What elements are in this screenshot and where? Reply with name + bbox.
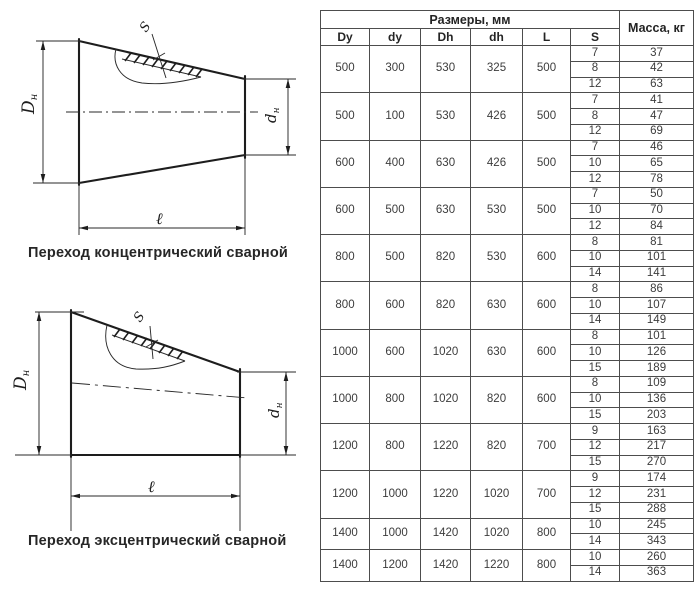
cell-mass: 174 (620, 471, 694, 487)
cell-mass: 47 (620, 109, 694, 125)
cell-mass: 231 (620, 487, 694, 503)
cell-Dh: 1420 (421, 550, 471, 582)
cell-S: 8 (571, 109, 620, 125)
table-row (321, 140, 694, 156)
cell-mass: 141 (620, 266, 694, 282)
big-diameter-label: Dн (11, 369, 32, 390)
cell-S: 9 (571, 471, 620, 487)
cell-mass: 109 (620, 376, 694, 392)
cell-S: 8 (571, 329, 620, 345)
cell-Dy: 600 (321, 187, 370, 234)
cell-S: 10 (571, 345, 620, 361)
cell-mass: 70 (620, 203, 694, 219)
concentric-reducer-drawing (0, 0, 315, 248)
cell-S: 12 (571, 77, 620, 93)
dimensions-table (320, 10, 694, 582)
cell-S: 15 (571, 361, 620, 377)
cell-dh: 426 (471, 93, 523, 140)
cell-mass: 270 (620, 455, 694, 471)
cell-Dy: 600 (321, 140, 370, 187)
table-row (321, 518, 694, 534)
cell-Dy: 1200 (321, 424, 370, 471)
cell-mass: 203 (620, 408, 694, 424)
cell-Dh: 820 (421, 282, 471, 329)
cell-S: 10 (571, 518, 620, 534)
length-label: ℓ (156, 209, 163, 228)
cell-mass: 78 (620, 172, 694, 188)
cell-S: 8 (571, 282, 620, 298)
table-header-mass: Масса, кг (620, 11, 694, 46)
cell-S: 15 (571, 408, 620, 424)
cell-S: 15 (571, 502, 620, 518)
cell-mass: 245 (620, 518, 694, 534)
cell-Dh: 820 (421, 235, 471, 282)
cell-L: 500 (523, 46, 571, 93)
cell-dh: 530 (471, 187, 523, 234)
cell-mass: 101 (620, 250, 694, 266)
cell-Dh: 1020 (421, 376, 471, 423)
table-row (321, 235, 694, 251)
cell-mass: 63 (620, 77, 694, 93)
weld-section-cutout (106, 309, 185, 369)
cell-S: 12 (571, 219, 620, 235)
cell-dh: 1020 (471, 471, 523, 518)
col-header-Dy: Dy (321, 29, 370, 46)
cell-dy: 600 (370, 329, 421, 376)
cell-S: 14 (571, 565, 620, 581)
cell-S: 12 (571, 124, 620, 140)
cell-S: 7 (571, 93, 620, 109)
cell-S: 14 (571, 534, 620, 550)
cell-S: 9 (571, 424, 620, 440)
table-row (321, 424, 694, 440)
cell-S: 10 (571, 250, 620, 266)
cell-mass: 50 (620, 187, 694, 203)
cell-Dy: 500 (321, 46, 370, 93)
cell-Dy: 1400 (321, 550, 370, 582)
cell-mass: 107 (620, 298, 694, 314)
cell-L: 800 (523, 518, 571, 550)
reducer-outline (15, 310, 296, 457)
cell-Dy: 800 (321, 282, 370, 329)
cell-mass: 217 (620, 439, 694, 455)
cell-dy: 600 (370, 282, 421, 329)
concentric-caption: Переход концентрический сварной (28, 245, 289, 261)
cell-mass: 189 (620, 361, 694, 377)
cell-S: 14 (571, 313, 620, 329)
dimension-length (71, 457, 240, 531)
cell-dy: 1200 (370, 550, 421, 582)
cell-S: 10 (571, 156, 620, 172)
cell-mass: 149 (620, 313, 694, 329)
cell-mass: 84 (620, 219, 694, 235)
cell-S: 14 (571, 266, 620, 282)
cell-Dy: 1400 (321, 518, 370, 550)
cell-dy: 400 (370, 140, 421, 187)
cell-S: 10 (571, 203, 620, 219)
cell-dh: 630 (471, 329, 523, 376)
table-row (321, 550, 694, 566)
cell-mass: 136 (620, 392, 694, 408)
col-header-dy: dy (370, 29, 421, 46)
cell-dh: 820 (471, 424, 523, 471)
thickness-label: S (136, 19, 155, 36)
cell-S: 8 (571, 376, 620, 392)
cell-L: 500 (523, 140, 571, 187)
cell-mass: 46 (620, 140, 694, 156)
cell-dy: 1000 (370, 471, 421, 518)
cell-L: 700 (523, 471, 571, 518)
col-header-dh: dh (471, 29, 523, 46)
cell-mass: 65 (620, 156, 694, 172)
cell-Dh: 530 (421, 46, 471, 93)
cell-Dh: 1420 (421, 518, 471, 550)
table-header-dimensions: Размеры, мм (321, 11, 620, 29)
small-diameter-label: $d_н$ (262, 107, 282, 123)
col-header-Dh: Dh (421, 29, 471, 46)
table-row (321, 329, 694, 345)
cell-mass: 343 (620, 534, 694, 550)
cell-mass: 163 (620, 424, 694, 440)
cell-mass: 41 (620, 93, 694, 109)
cell-Dy: 1000 (321, 376, 370, 423)
table-row (321, 93, 694, 109)
thickness-label: S (130, 309, 149, 326)
table-row (321, 471, 694, 487)
cell-L: 700 (523, 424, 571, 471)
cell-mass: 126 (620, 345, 694, 361)
cell-dh: 325 (471, 46, 523, 93)
cell-dy: 300 (370, 46, 421, 93)
cell-dh: 820 (471, 376, 523, 423)
cell-Dh: 1020 (421, 329, 471, 376)
cell-Dy: 800 (321, 235, 370, 282)
cell-mass: 86 (620, 282, 694, 298)
cell-mass: 101 (620, 329, 694, 345)
cell-dy: 100 (370, 93, 421, 140)
concentric-reducer-svg (0, 0, 315, 248)
eccentric-reducer-svg (0, 295, 315, 545)
cell-S: 7 (571, 46, 620, 62)
table-body (321, 46, 694, 582)
dimensions-table-wrap (320, 10, 694, 582)
cell-dh: 1220 (471, 550, 523, 582)
col-header-S: S (571, 29, 620, 46)
cell-dy: 500 (370, 235, 421, 282)
cell-dy: 1000 (370, 518, 421, 550)
eccentric-reducer-drawing (0, 295, 315, 545)
cell-S: 7 (571, 187, 620, 203)
cell-dy: 800 (370, 424, 421, 471)
cell-S: 8 (571, 61, 620, 77)
cell-S: 12 (571, 439, 620, 455)
cell-L: 600 (523, 235, 571, 282)
table-row (321, 282, 694, 298)
cell-dh: 426 (471, 140, 523, 187)
cell-L: 800 (523, 550, 571, 582)
cell-mass: 42 (620, 61, 694, 77)
cell-dh: 1020 (471, 518, 523, 550)
cell-S: 8 (571, 235, 620, 251)
dimension-small-diameter (242, 79, 296, 155)
cell-Dy: 1200 (321, 471, 370, 518)
table-row (321, 46, 694, 62)
length-label: ℓ (148, 477, 155, 496)
cell-L: 600 (523, 376, 571, 423)
cell-S: 10 (571, 550, 620, 566)
cell-Dh: 1220 (421, 424, 471, 471)
table-row (321, 187, 694, 203)
eccentric-caption: Переход эксцентрический сварной (28, 533, 287, 549)
cell-mass: 81 (620, 235, 694, 251)
col-header-L: L (523, 29, 571, 46)
cell-S: 12 (571, 172, 620, 188)
cell-S: 10 (571, 298, 620, 314)
dimension-small-diameter (237, 372, 296, 455)
cell-dh: 530 (471, 235, 523, 282)
table-row (321, 376, 694, 392)
cell-mass: 37 (620, 46, 694, 62)
cell-mass: 260 (620, 550, 694, 566)
cell-Dy: 500 (321, 93, 370, 140)
cell-S: 7 (571, 140, 620, 156)
cell-mass: 69 (620, 124, 694, 140)
cell-dh: 630 (471, 282, 523, 329)
cell-dy: 500 (370, 187, 421, 234)
cell-L: 500 (523, 93, 571, 140)
cell-L: 500 (523, 187, 571, 234)
small-diameter-label: $d_н$ (265, 402, 285, 418)
cell-Dh: 630 (421, 140, 471, 187)
centerline (72, 383, 248, 398)
cell-S: 12 (571, 487, 620, 503)
cell-Dh: 530 (421, 93, 471, 140)
cell-Dh: 1220 (421, 471, 471, 518)
cell-mass: 288 (620, 502, 694, 518)
cell-dy: 800 (370, 376, 421, 423)
cell-L: 600 (523, 329, 571, 376)
big-diameter-label: Dн (19, 93, 40, 114)
cell-S: 10 (571, 392, 620, 408)
cell-Dy: 1000 (321, 329, 370, 376)
cell-S: 15 (571, 455, 620, 471)
cell-mass: 363 (620, 565, 694, 581)
cell-L: 600 (523, 282, 571, 329)
cell-Dh: 630 (421, 187, 471, 234)
